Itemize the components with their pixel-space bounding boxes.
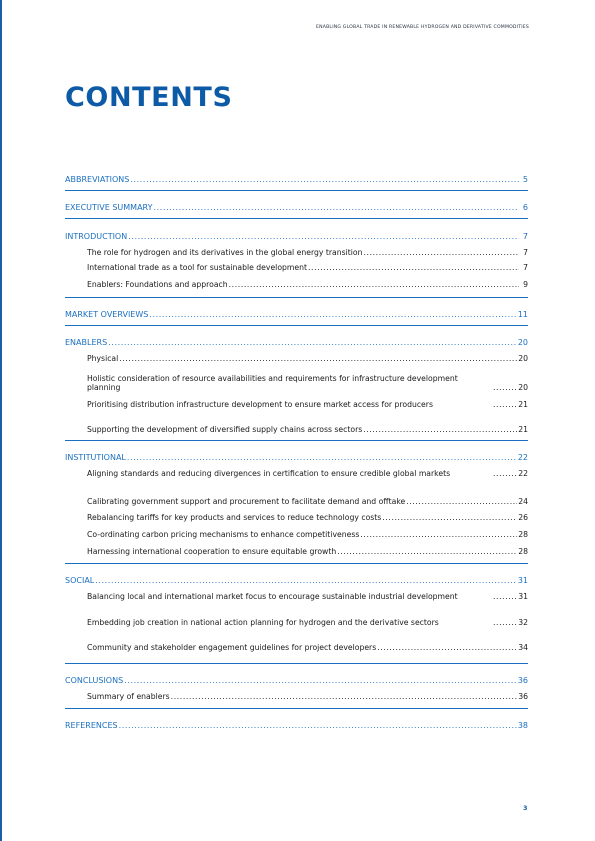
toc-entry-page-number: 32	[518, 618, 528, 627]
toc-entry-label: The role for hydrogen and its derivatives in the global energy transition	[87, 248, 363, 257]
section-divider	[65, 563, 528, 564]
toc-entry[interactable]	[87, 692, 528, 701]
dot-leader	[493, 618, 517, 627]
dot-leader	[127, 453, 517, 462]
toc-entry-label: Summary of enablers	[87, 692, 170, 701]
dot-leader	[406, 497, 517, 506]
toc-section-page-number: 38	[517, 721, 528, 730]
toc-section-label: EXECUTIVE SUMMARY	[65, 203, 153, 212]
toc-section-label: INTRODUCTION	[65, 232, 128, 241]
toc-section[interactable]	[65, 232, 528, 241]
toc-entry-label: Co-ordinating carbon pricing mechanisms to enhance competitiveness	[87, 530, 360, 539]
toc-entry[interactable]	[87, 592, 528, 601]
toc-entry-label: Calibrating government support and procurement to facilitate demand and offtake	[87, 497, 406, 506]
page-title: CONTENTS	[65, 82, 233, 113]
toc-entry-page-number: 28	[518, 530, 528, 539]
toc-entry[interactable]	[87, 425, 528, 434]
toc-section-label: REFERENCES	[65, 721, 118, 730]
toc-entry-page-number: 9	[523, 280, 528, 289]
toc-entry-page-number: 36	[518, 692, 528, 701]
dot-leader	[493, 592, 517, 601]
toc-entry[interactable]	[87, 643, 528, 652]
dot-leader	[308, 263, 519, 272]
toc-entry[interactable]	[87, 497, 528, 506]
toc-section-label: SOCIAL	[65, 576, 95, 585]
section-divider	[65, 440, 528, 441]
toc-entry-label: Supporting the development of diversified supply chains across sectors	[87, 425, 363, 434]
dot-leader	[130, 175, 519, 184]
toc-section[interactable]	[65, 676, 528, 685]
section-divider	[65, 663, 528, 664]
toc-entry[interactable]	[87, 374, 528, 392]
dot-leader	[493, 383, 517, 392]
dot-leader	[229, 280, 519, 289]
dot-leader	[108, 338, 517, 347]
toc-entry[interactable]	[87, 280, 528, 289]
dot-leader	[154, 203, 520, 212]
toc-entry[interactable]	[87, 248, 528, 257]
toc-entry-label: Holistic consideration of resource availabilities and requirements for infrastructure development planning	[87, 374, 458, 392]
toc-entry[interactable]	[87, 618, 528, 627]
dot-leader	[95, 576, 517, 585]
dot-leader	[377, 643, 517, 652]
dot-leader	[363, 425, 517, 434]
toc-section-label: ABBREVIATIONS	[65, 175, 130, 184]
toc-section-page-number: 11	[517, 310, 528, 319]
toc-section-label: MARKET OVERVIEWS	[65, 310, 149, 319]
dot-leader	[171, 692, 518, 701]
toc-section[interactable]	[65, 203, 528, 212]
toc-entry-label: Community and stakeholder engagement guidelines for project developers	[87, 643, 377, 652]
dot-leader	[128, 232, 519, 241]
toc-entry-page-number: 21	[518, 400, 528, 409]
toc-entry[interactable]	[87, 530, 528, 539]
toc-section[interactable]	[65, 721, 528, 730]
running-header: ENABLING GLOBAL TRADE IN RENEWABLE HYDROGEN AND DERIVATIVE COMMODITIES	[316, 25, 529, 30]
toc-entry-label: Harnessing international cooperation to ensure equitable growth	[87, 547, 337, 556]
toc-section-page-number: 22	[517, 453, 528, 462]
toc-entry-page-number: 20	[518, 383, 528, 392]
section-divider	[65, 218, 528, 219]
toc-entry-page-number: 21	[518, 425, 528, 434]
toc-entry[interactable]	[87, 513, 528, 522]
dot-leader	[363, 248, 519, 257]
toc-section[interactable]	[65, 310, 528, 319]
toc-section-label: INSTITUTIONAL	[65, 453, 126, 462]
toc-entry-page-number: 7	[523, 263, 528, 272]
dot-leader	[360, 530, 517, 539]
dot-leader	[119, 354, 517, 363]
toc-section[interactable]	[65, 453, 528, 462]
toc-entry-label: Embedding job creation in national action planning for hydrogen and the derivative sectors	[87, 618, 439, 627]
toc-entry-page-number: 34	[518, 643, 528, 652]
section-divider	[65, 297, 528, 298]
left-edge-rule	[0, 0, 2, 841]
toc-entry-label: Rebalancing tariffs for key products and services to reduce technology costs	[87, 513, 382, 522]
toc-entry-label: Balancing local and international market focus to encourage sustainable industrial development	[87, 592, 458, 601]
toc-entry[interactable]	[87, 354, 528, 363]
toc-section-label: CONCLUSIONS	[65, 676, 124, 685]
dot-leader	[493, 469, 517, 478]
toc-entry-page-number: 20	[518, 354, 528, 363]
toc-entry-label: Physical	[87, 354, 119, 363]
section-divider	[65, 190, 528, 191]
toc-entry-page-number: 24	[518, 497, 528, 506]
dot-leader	[119, 721, 517, 730]
toc-section-page-number: 20	[517, 338, 528, 347]
toc-section-label: ENABLERS	[65, 338, 108, 347]
toc-entry-page-number: 31	[518, 592, 528, 601]
toc-section-page-number: 31	[517, 576, 528, 585]
section-divider	[65, 325, 528, 326]
toc-section-page-number: 6	[522, 203, 528, 212]
dot-leader	[149, 310, 516, 319]
toc-entry-label: International trade as a tool for sustainable development	[87, 263, 308, 272]
toc-entry[interactable]	[87, 547, 528, 556]
toc-section-page-number: 36	[517, 676, 528, 685]
toc-entry[interactable]	[87, 400, 528, 409]
page-number: 3	[523, 804, 528, 812]
toc-section[interactable]	[65, 576, 528, 585]
toc-entry-label: Prioritising distribution infrastructure development to ensure market access for producers	[87, 400, 433, 409]
toc-section[interactable]	[65, 338, 528, 347]
toc-entry-page-number: 26	[518, 513, 528, 522]
dot-leader	[493, 400, 517, 409]
toc-entry[interactable]	[87, 263, 528, 272]
dot-leader	[124, 676, 517, 685]
dot-leader	[382, 513, 517, 522]
toc-entry-page-number: 7	[523, 248, 528, 257]
toc-entry-page-number: 28	[518, 547, 528, 556]
section-divider	[65, 708, 528, 709]
dot-leader	[337, 547, 517, 556]
toc-entry[interactable]	[87, 469, 528, 478]
toc-entry-label: Enablers: Foundations and approach	[87, 280, 228, 289]
toc-section[interactable]	[65, 175, 528, 184]
toc-entry-page-number: 22	[518, 469, 528, 478]
toc-entry-label: Aligning standards and reducing divergences in certification to ensure credible global markets	[87, 469, 451, 478]
toc-section-page-number: 7	[522, 232, 528, 241]
toc-section-page-number: 5	[522, 175, 528, 184]
